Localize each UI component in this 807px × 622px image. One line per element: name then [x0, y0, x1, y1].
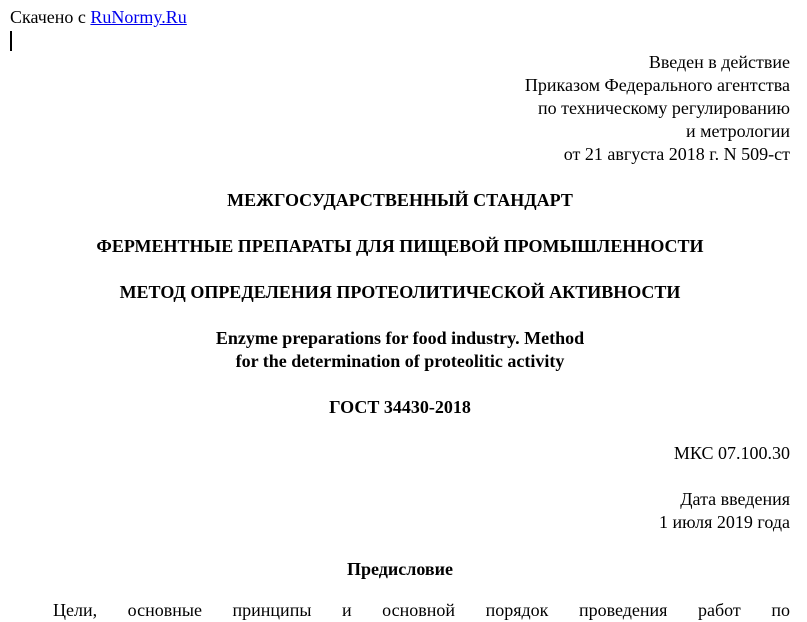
approval-line-1: Введен в действие — [648, 52, 790, 72]
title-en-line-1: Enzyme preparations for food industry. Method — [215, 328, 585, 348]
foreword-heading: Предисловие — [347, 559, 453, 579]
foreword-paragraph: Цели, основные принципы и основной порядок проведения работ по — [53, 600, 790, 620]
approval-line-5: от 21 августа 2018 г. N 509-ст — [563, 144, 790, 164]
mks-code: МКС 07.100.30 — [673, 443, 790, 463]
title-ru-line-1: ФЕРМЕНТНЫЕ ПРЕПАРАТЫ ДЛЯ ПИЩЕВОЙ ПРОМЫШЛЕННОСТИ — [96, 236, 704, 256]
title-en-line-2: for the determination of proteolitic activity — [235, 351, 565, 371]
intro-date-value: 1 июля 2019 года — [659, 512, 790, 532]
approval-line-2: Приказом Федерального агентства — [524, 75, 790, 95]
download-source-line — [10, 6, 187, 29]
intro-date-label: Дата введения — [680, 489, 790, 509]
title-ru-line-2: МЕТОД ОПРЕДЕЛЕНИЯ ПРОТЕОЛИТИЧЕСКОЙ АКТИВНОСТИ — [119, 282, 681, 302]
standard-type-heading: МЕЖГОСУДАРСТВЕННЫЙ СТАНДАРТ — [227, 190, 573, 210]
approval-block — [525, 51, 790, 166]
approval-line-3: по техническому регулированию — [537, 98, 790, 118]
text-cursor — [10, 31, 12, 51]
download-prefix: Скачено с — [10, 7, 86, 27]
gost-number: ГОСТ 34430-2018 — [329, 397, 471, 417]
runormy-link[interactable]: RuNormy.Ru — [90, 7, 187, 27]
approval-line-4: и метрологии — [686, 121, 790, 141]
